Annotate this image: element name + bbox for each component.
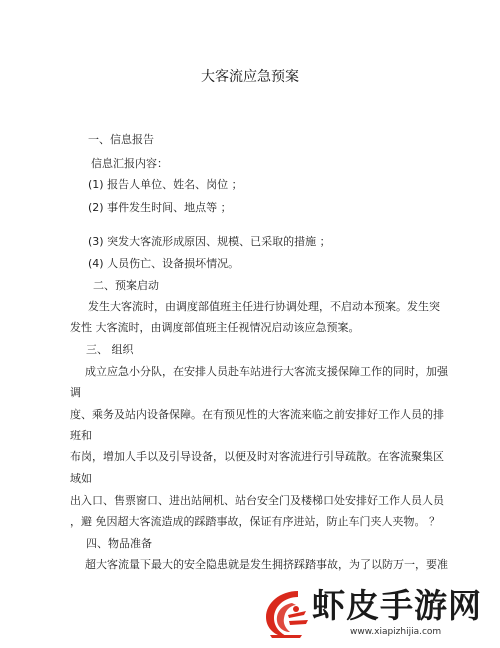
paragraph-line: 度、乘务及站内设备保障。在有预见性的大客流来临之前安排好工作人员的排 [70,408,444,421]
section-heading-supplies: 四、物品准备 [86,537,152,550]
paragraph-line: 布岗，增加人手以及引导设备，以便及时对客流进行引导疏散。在客流聚集区 [70,450,444,463]
paragraph-line: 发性 大客流时，由调度部值班主任视情况启动该应急预案。 [70,321,360,334]
watermark-brand: 虾皮手游网 [312,586,482,625]
list-item: (2) 事件发生时间、地点等 ； [88,201,232,214]
section-heading-organization: 三、 组织 [86,343,134,356]
watermark-url: www.xiapizhijia.com [350,627,442,637]
paragraph-line: 信息汇报内容： [91,157,168,170]
paragraph-line: 域如 [70,472,92,485]
paragraph-line: ，避 免因超大客流造成的踩踏事故，保证有序进站，防止车门夹人夹物。 ？ [70,515,440,528]
paragraph-line: 调 [70,386,81,399]
section-heading-info-report: 一、信息报告 [88,133,154,146]
paragraph-line: 超大客流量下最大的安全隐患就是发生拥挤踩踏事故，为了以防万一，要准 [85,558,448,571]
paragraph-line: 发生大客流时，由调度部值班主任进行协调处理，不启动本预案。发生突 [88,300,440,313]
list-item: (1) 报告人单位、姓名、岗位 ； [88,178,243,191]
site-watermark [258,585,498,645]
paragraph-line: 成立应急小分队，在安排人员赴车站进行大客流支援保障工作的同时，加强 [85,365,448,378]
list-item: (3) 突发大客流形成原因、规模、已采取的措施 ； [88,235,331,248]
shrimp-logo-icon [258,585,314,641]
paragraph-line: 班和 [70,429,92,442]
section-heading-plan-start: 二、预案启动 [93,279,159,292]
paragraph-line: 出入口、售票窗口、进出站闸机、站台安全门及楼梯口处安排好工作人员人员 [70,494,444,507]
document-title: 大客流应急预案 [201,69,299,85]
list-item: (4) 人员伤亡、设备损坏情况。 [88,257,240,270]
